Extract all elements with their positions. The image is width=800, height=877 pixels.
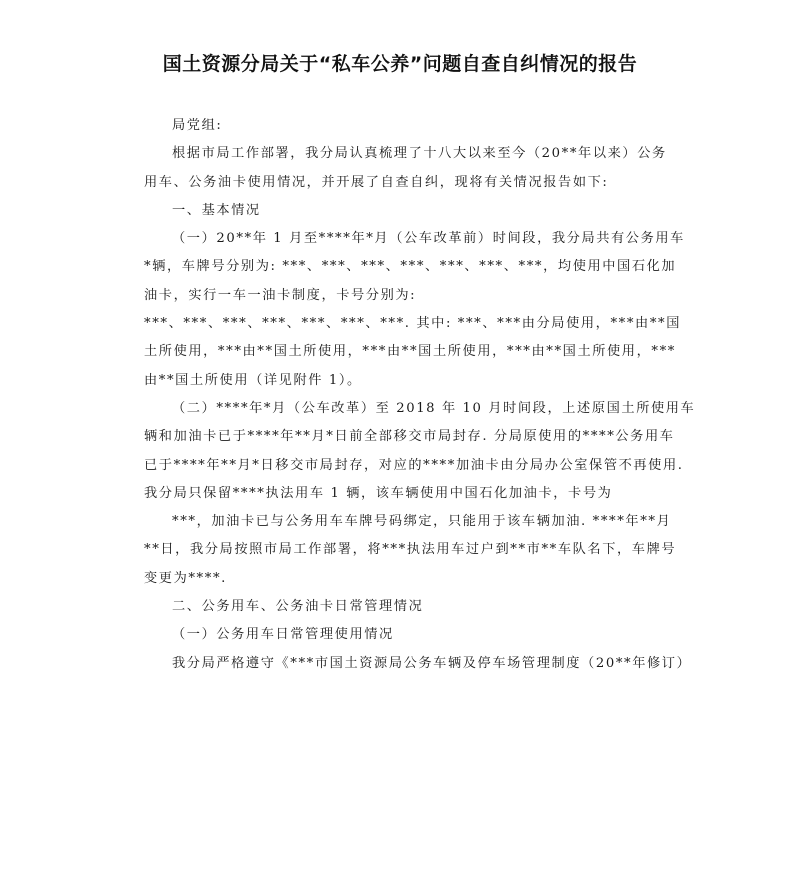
paragraph-line: ***，加油卡已与公务用车车牌号码绑定，只能用于该车辆加油. ****年**月 xyxy=(172,514,672,530)
paragraph-line: （二）****年*月（公车改革）至 2018 年 10 月时间段，上述原国土所使用车 xyxy=(172,400,696,416)
paragraph-line: 我分局严格遵守《***市国土资源局公务车辆及停车场管理制度（20**年修订） xyxy=(172,655,692,671)
paragraph-line: ***、***、***、***、***、***、***. 其中: ***、***由分局使用，***由**国 xyxy=(144,316,682,332)
paragraph-line: 油卡，实行一车一油卡制度，卡号分别为: xyxy=(144,287,417,303)
paragraph-line: 根据市局工作部署，我分局认真梳理了十八大以来至今（20**年以来）公务 xyxy=(172,146,667,162)
paragraph-line: 土所使用，***由**国土所使用，***由**国土所使用，***由**国土所使用，*** xyxy=(144,344,676,360)
paragraph-line: *辆，车牌号分别为: ***、***、***、***、***、***、***，均使用中国石化加 xyxy=(144,259,677,275)
paragraph-line: 已于****年**月*日移交市局封存，对应的****加油卡由分局办公室保管不再使用. xyxy=(144,457,684,473)
paragraph-line: 变更为****. xyxy=(144,570,227,586)
paragraph-line: 我分局只保留****执法用车 1 辆，该车辆使用中国石化加油卡，卡号为 xyxy=(144,485,613,501)
paragraph-line: 用车、公务油卡使用情况，并开展了自查自纠，现将有关情况报告如下: xyxy=(144,174,609,190)
document-title: 国土资源分局关于“私车公养”问题自查自纠情况的报告 xyxy=(162,53,638,75)
paragraph-line: （一）20**年 1 月至****年*月（公车改革前）时间段，我分局共有公务用车 xyxy=(172,231,685,247)
paragraph-line: **日，我分局按照市局工作部署，将***执法用车过户到**市**车队名下，车牌号 xyxy=(144,542,677,558)
paragraph-line: 辆和加油卡已于****年**月*日前全部移交市局封存. 分局原使用的****公务用车 xyxy=(144,429,675,445)
paragraph-line: 由**国土所使用（详见附件 1）。 xyxy=(144,372,362,388)
subsection-heading: （一）公务用车日常管理使用情况 xyxy=(172,627,394,643)
section-heading: 二、公务用车、公务油卡日常管理情况 xyxy=(172,599,424,615)
document-body xyxy=(144,112,696,678)
section-heading: 一、基本情况 xyxy=(172,202,261,218)
salutation: 局党组: xyxy=(172,118,223,133)
